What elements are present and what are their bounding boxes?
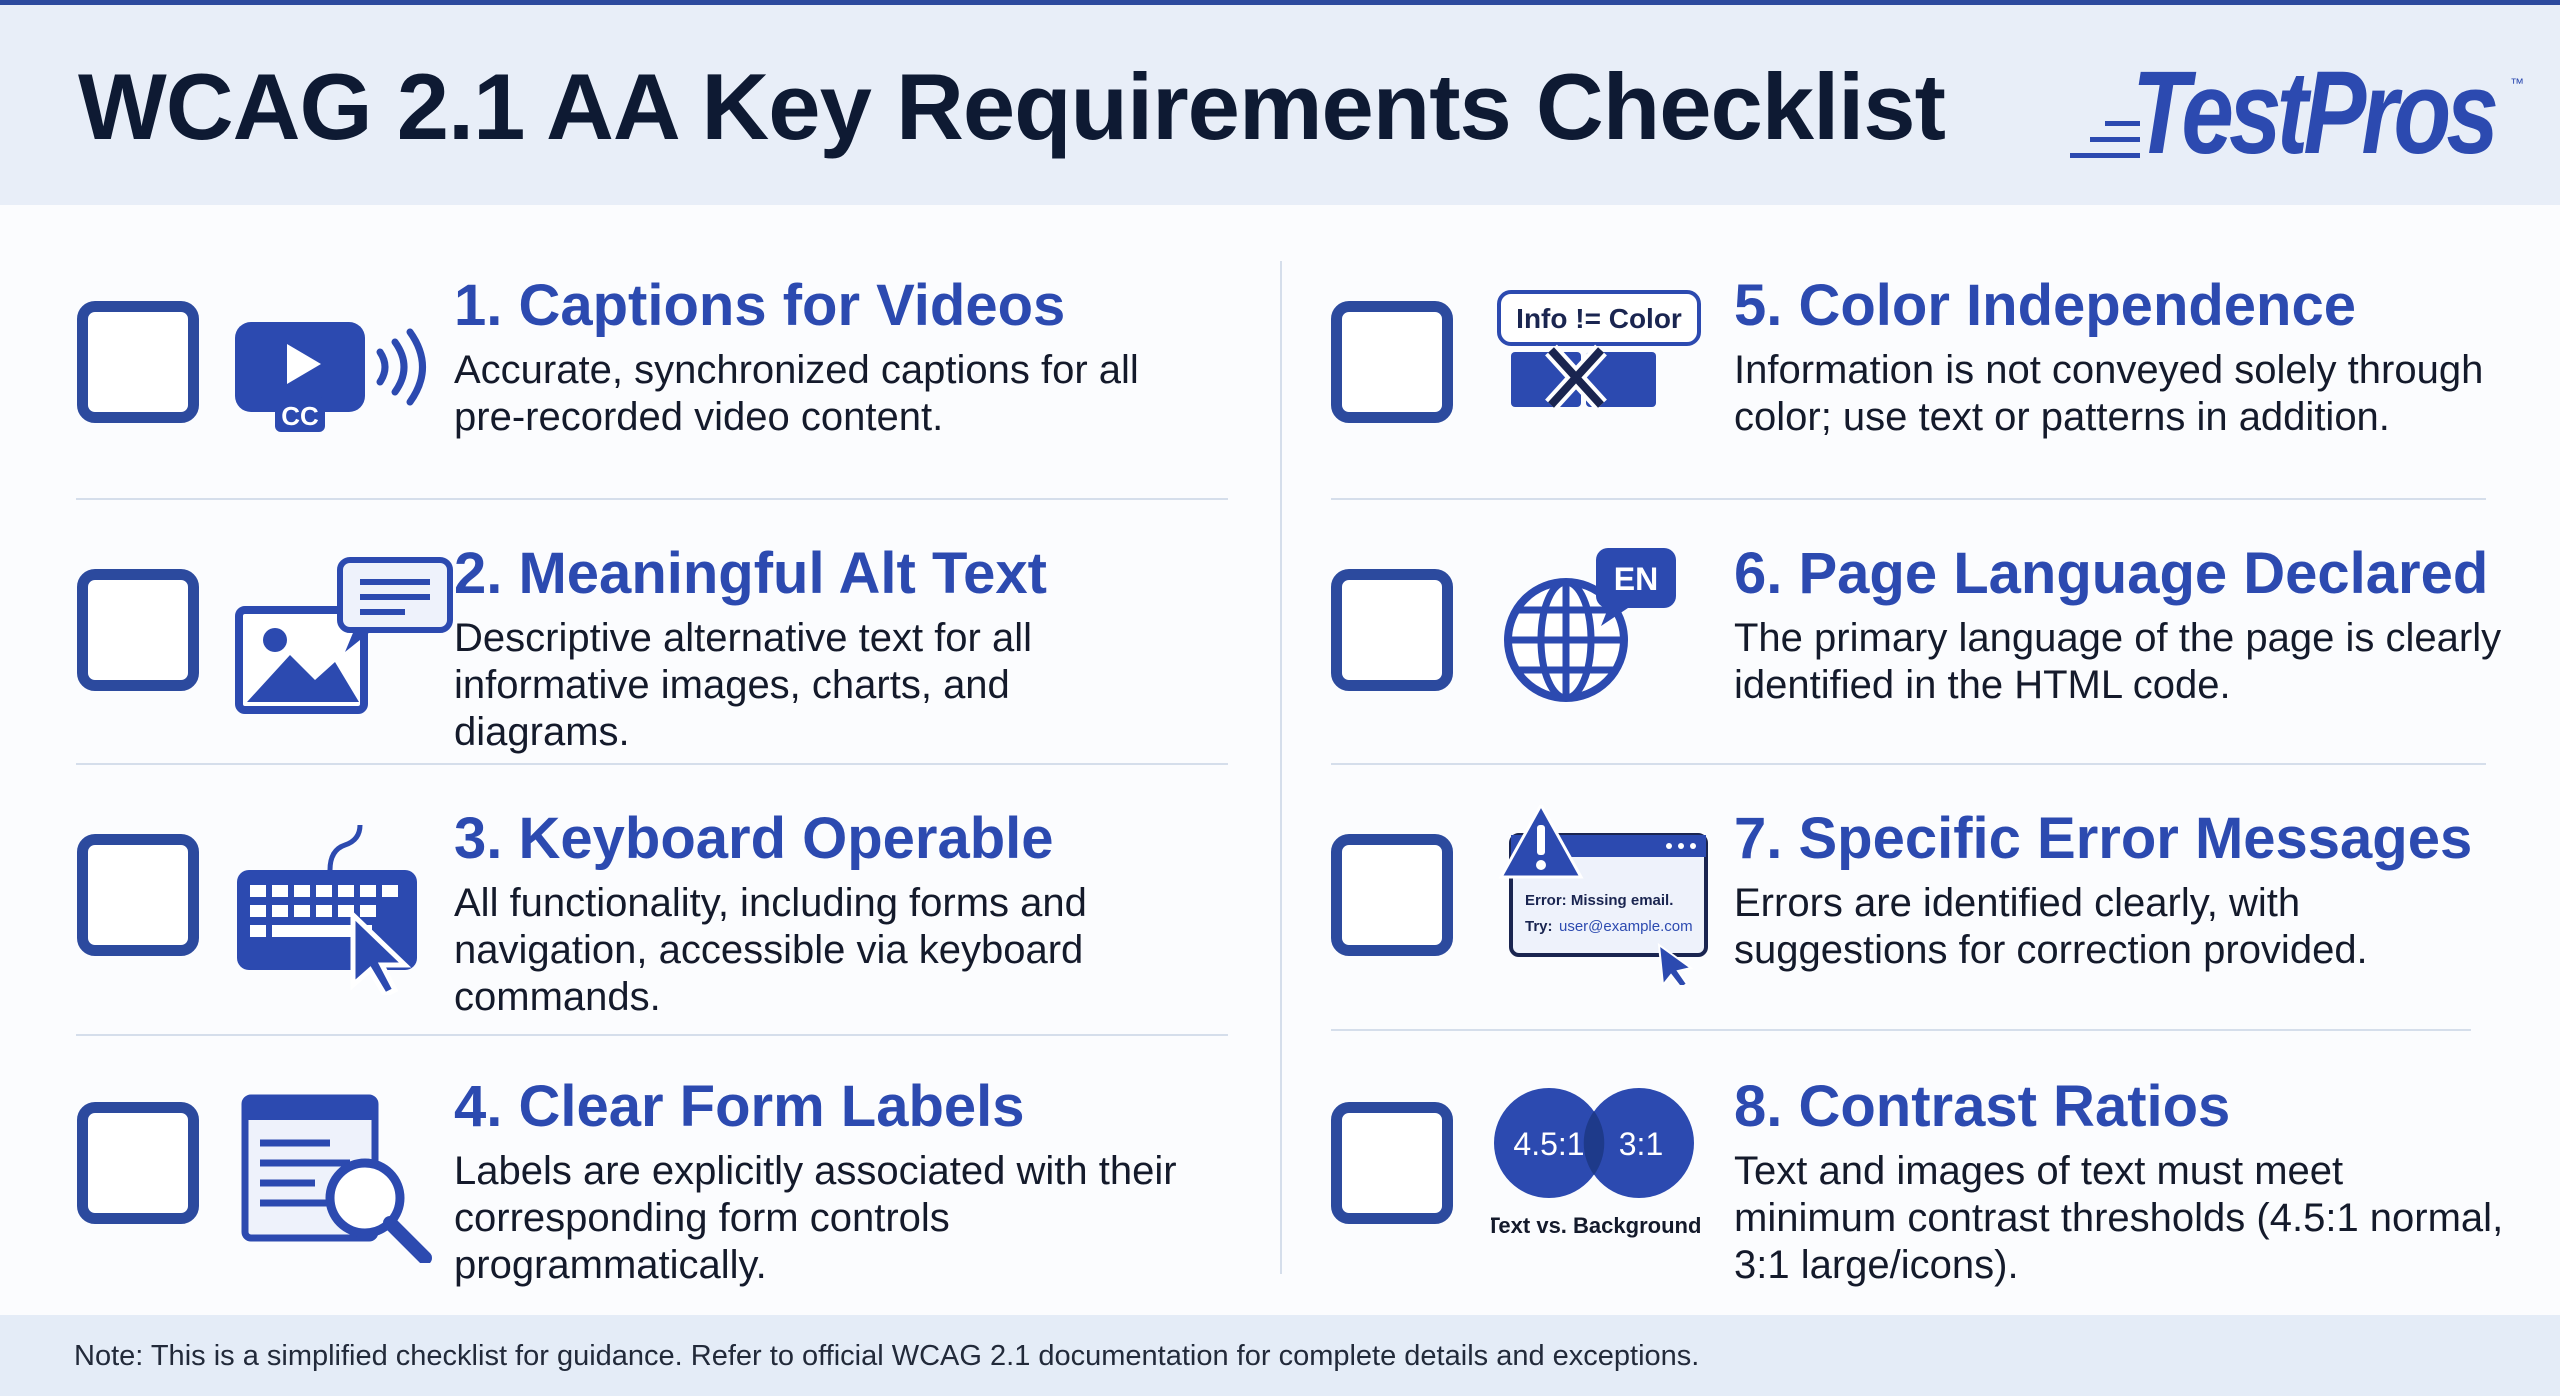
item-description: Descriptive alternative text for all informative images, charts, and diagrams. <box>454 616 1033 754</box>
checkbox[interactable] <box>77 1102 199 1224</box>
checkbox[interactable] <box>77 301 199 423</box>
form-search-icon <box>235 1083 455 1263</box>
ratio-large-label: 3:1 <box>1618 1126 1664 1162</box>
item-description: The primary language of the page is clearly identified in the HTML code. <box>1734 616 2502 707</box>
color-independence-icon <box>1491 272 1711 452</box>
keyboard-icon <box>235 815 455 995</box>
globe-language-icon <box>1491 540 1711 720</box>
item-description: Accurate, synchronized captions for all pre-recorded video content. <box>454 348 1139 439</box>
checklist-item <box>1331 1073 2551 1313</box>
item-description: All functionality, including forms and navigation, accessible via keyboard commands. <box>454 881 1087 1019</box>
checkbox[interactable] <box>1331 569 1453 691</box>
checklist-item <box>77 1073 1297 1313</box>
checklist-item <box>1331 805 2551 1045</box>
item-title: 3. Keyboard Operable <box>454 806 1054 871</box>
checklist-item <box>1331 272 2551 512</box>
testpros-logo <box>2070 45 2524 179</box>
cc-label: CC <box>281 401 319 431</box>
item-title: 1. Captions for Videos <box>454 273 1066 338</box>
contrast-ratio-icon <box>1491 1073 1711 1253</box>
item-title: 5. Color Independence <box>1734 273 2356 338</box>
checklist-item <box>77 272 1297 512</box>
item-title: 6. Page Language Declared <box>1734 541 2489 606</box>
checkbox[interactable] <box>77 834 199 956</box>
item-title: 4. Clear Form Labels <box>454 1074 1025 1139</box>
checklist-item <box>77 805 1297 1045</box>
item-description: Text and images of text must meet minimum contrast thresholds (4.5:1 normal, 3:1 large/icons). <box>1734 1149 2504 1287</box>
video-captions-icon <box>235 282 455 462</box>
image-alt-text-icon <box>235 550 455 730</box>
checklist-item <box>1331 540 2551 780</box>
item-description: Labels are explicitly associated with their corresponding form controls programmatically. <box>454 1149 1177 1287</box>
checklist-item <box>77 540 1297 780</box>
item-description: Errors are identified clearly, with suggestions for correction provided. <box>1734 881 2368 972</box>
item-title: 7. Specific Error Messages <box>1734 806 2473 871</box>
info-color-label: Info != Color <box>1516 303 1682 334</box>
item-title: 2. Meaningful Alt Text <box>454 541 1047 606</box>
checkbox[interactable] <box>1331 834 1453 956</box>
footer-note: Note: This is a simplified checklist for guidance. Refer to official WCAG 2.1 documentation for complete details and exceptions. <box>74 1340 1700 1372</box>
logo-trademark: ™ <box>2510 75 2524 91</box>
error-message-icon <box>1491 805 1711 985</box>
checkbox[interactable] <box>1331 1102 1453 1224</box>
checkbox[interactable] <box>77 569 199 691</box>
page-title: WCAG 2.1 AA Key Requirements Checklist <box>78 54 1945 159</box>
en-label: EN <box>1613 561 1659 597</box>
item-title: 8. Contrast Ratios <box>1734 1074 2231 1139</box>
contrast-caption: Text vs. Background <box>1491 1213 1702 1238</box>
try-label: Try: <box>1525 918 1553 935</box>
item-description: Information is not conveyed solely through color; use text or patterns in addition. <box>1734 348 2484 439</box>
try-suggestion: user@example.com <box>1559 918 1693 935</box>
error-text: Error: Missing email. <box>1525 892 1674 909</box>
logo-text: TestPros <box>2132 47 2495 179</box>
header <box>0 5 2560 205</box>
ratio-normal-label: 4.5:1 <box>1513 1126 1585 1162</box>
checkbox[interactable] <box>1331 301 1453 423</box>
footer <box>0 1315 2560 1396</box>
